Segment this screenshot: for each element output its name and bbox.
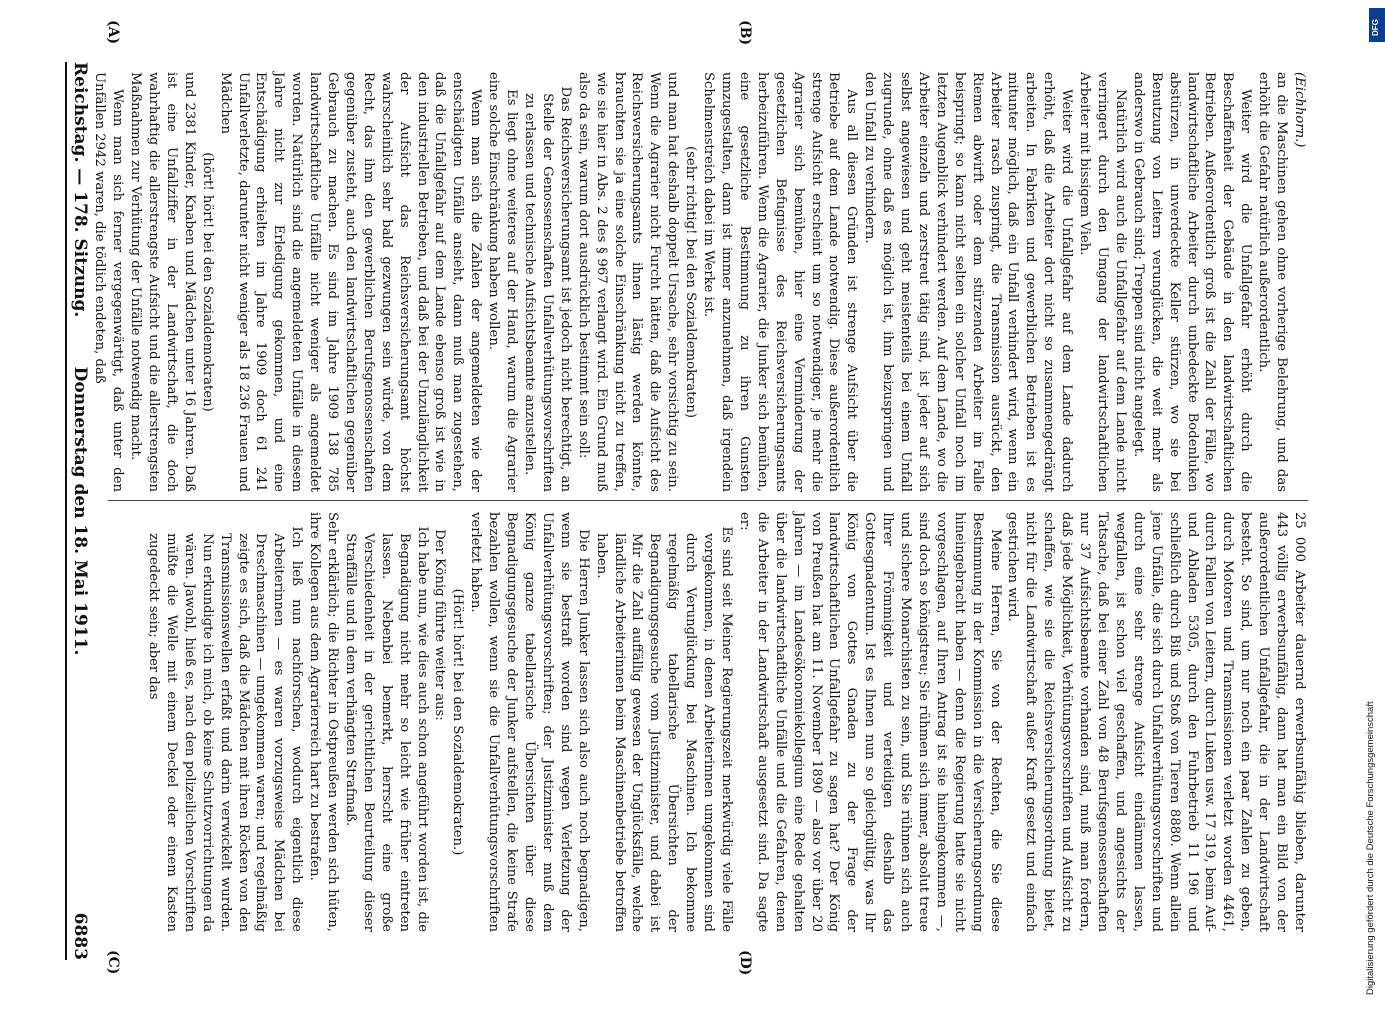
paragraph: Sehr erklärlich; die Richter in Ostpreußen werden sich hüten, ihre Kollegen aus dem Agrarierreich hart zu bestrafen. xyxy=(307,512,341,932)
paragraph: an die Maschinen gehen ohne vorherige Belehrung, und das erhöht die Gefahr natürlich außerordentlich. xyxy=(1256,72,1290,492)
paragraph: Natürlich wird auch die Unfallgefahr auf dem Lande nicht verringert durch den Umgang der landwirtschaftlichen Arbeiter mit bissigem Vieh. xyxy=(1077,72,1128,492)
quotation: Das Reichsversicherungsamt ist jedoch nicht berechtigt, an Stelle der Genossenschaften Unfallverhütungsvorschriften zu erlassen und technische Aufsichtsbeamte anzustellen. xyxy=(522,86,573,492)
paragraph: Der König führte weiter aus: xyxy=(432,529,448,721)
margin-marker-d: (D) xyxy=(737,950,753,976)
margin-marker-c: (C) xyxy=(105,950,121,975)
paragraph: Die Herren Junker lassen sich also auch noch begnadigen, wenn sie bestraft worden sind wegen Verletzung der Unfallverhütungsvorschriften; der Justizminister muß dem König ganze tabellarische Übersichten über diese Begnadigungsgesuche der Junker aufstellen, die keine Strafe bezahlen wollen, wenn sie die Unfallverhütungsvorschriften verletzt haben. xyxy=(468,512,591,932)
header-session: Reichstag. — 178. Sitzung. xyxy=(70,62,90,318)
interjection: (Hört! hört! bei den Sozialdemokraten.) xyxy=(450,588,466,856)
speaker-name: (Eichhorn.) xyxy=(1292,72,1307,148)
paragraph: Wenn man sich die Zahlen der angemeldeten wie der entschädigten Unfälle ansieht, dann muß man zugestehen, daß die Unfallgefahr auf dem Lande ebenso groß ist wie in den industriellen Betrieben, und daß bei der Unzulänglichkeit der Aufsicht das Reichsversicherungsamt höchst wahrscheinlich sehr bald gezwungen sein würde, von dem Recht, das ihm den gewerblichen Berufsgenossenschaften gegenüber zusteht, auch den landwirtschaftlichen gegenüber Gebrauch zu machen. Es sind im Jahre 1909 138 785 landwirtschaftliche Unfälle nicht weniger als angemeldet worden. Natürlich sind die angemeldeten Unfälle in diesem Jahre nicht zur Erledigung gekommen, und eine Entschädigung erhielten im Jahre 1909 doch 61 241 Unfallverletzte, darunter nicht weniger als 18 236 Frauen und Mädchen xyxy=(217,72,484,492)
quotation: Es sind seit Meiner Regierungszeit merkwürdig viele Fälle vorgekommen, in denen Arbeiterinnen umgekommen sind durch Verunglückung bei Maschinen. Ich bekomme regelmäßig tabellarische Übersichten der Begnadigungsgesuche vom Justizminister, und dabei ist Mir die Zahl auffällig gewesen der Unglücksfälle, welche ländliche Arbeiterinnen beim Maschinenbetriebe betroffen haben. xyxy=(593,526,734,932)
left-text-column xyxy=(92,72,1308,492)
paragraph: Meine Herren, Sie von der Rechten, die Sie diese Bestimmung in der Kommission in die Versicherungsordnung hineingebracht haben — denn die Regierung hatte sie nicht vorgeschlagen, auf Ihren Antrag ist sie hineingekommen —, sind doch so königstreu; Sie rühmen sich immer, absolut treue und sichere Monarchisten zu sein, und Sie rühmen sich auch Ihrer Frömmigkeit und verteidigen deshalb das Gottesgnadentum. Ist es Ihnen nun so gleichgültig, was Ihr König von Gottes Gnaden zu der Frage der landwirtschaftlichen Unfallgefahr zu sagen hat? Der König von Preußen hat am 11. November 1890 — also vor über 20 Jahren — im Landesökonomiekollegium eine Rede gehalten über die landwirtschaftliche Unfälle und die Gefahren, denen die Arbeiter in der Landwirtschaft ausgesetzt sind. Da sagte er: xyxy=(736,512,1003,932)
paragraph: Weiter wird die Unfallgefahr erhöht durch die Beschaffenheit der Gebäude in den landwirtschaftlichen Betrieben. Außerordentlich groß ist die Zahl der Fälle, wo landwirtschaftliche Arbeiter durch unbedeckte Bodenluken abstürzen, in unverdeckte Keller stürzen, wo sie bei Benutzung von Leitern verunglücken, die weit mehr als anderswo in Gebrauch sind; Treppen sind nicht angelegt. xyxy=(1130,72,1254,492)
interjection: (hört! hört! bei den Sozialdemokraten) xyxy=(199,152,215,412)
quotation: Ich habe nun, wie dies auch schon angeführt worden ist, die Begnadigung nicht mehr so leicht wie früher eintreten lassen. Nebenbei bemerkt, herrscht eine große Verschiedenheit in der gerichtlichen Beurteilung dieser Straffälle und in dem verhängten Strafmaß. xyxy=(342,526,430,932)
paragraph: Es liegt ohne weiteres auf der Hand, warum die Agrarier eine solche Einschränkung haben wollen. xyxy=(486,72,520,492)
paragraph: und 2381 Kinder, Knaben und Mädchen unter 16 Jahren. Daß ist eine Unfallziffer in der Landwirtschaft, die doch wahrhaftig die allerstrengste Aufsicht und die allerstrengsten Maßnahmen zur Verhütung der Unfälle notwendig macht. xyxy=(128,72,197,492)
dfg-logo: DFG xyxy=(1369,8,1385,42)
right-text-column xyxy=(108,512,1308,932)
paragraph: Wenn man sich ferner vergegenwärtigt, daß unter den Unfällen 2942 waren, die tödlich endeten, daß xyxy=(92,72,126,492)
page-number: 6883 xyxy=(70,912,90,960)
header-date: Donnerstag den 18. Mai 1911. xyxy=(70,366,90,656)
paragraph: Weiter wird die Unfallgefahr auf dem Lande dadurch erhöht, daß die Arbeiter dort nicht so zusammengedrängt arbeiten. In Fabriken und gewerblichen Betrieben ist es mitunter möglich, daß ein Unfall verhindert wird, wenn ein Arbeiter rasch zuspringt, die Transmission ausrückt, den Riemen abwirft oder dem stürzenden Arbeiter im Falle beispringt; so kann nicht selten ein solcher Unfall noch im letzten Augenblick verhindert werden. Auf dem Lande, wo die Arbeiter einzeln und zerstreut tätig sind, ist jeder auf sich selbst angewiesen und geht meistenteils bei einem Unfall zugrunde, ohne daß es möglich ist, ihm beizuspringen und den Unfall zu verhindern. xyxy=(862,72,1075,492)
paragraph: 25 000 Arbeiter dauernd erwerbsunfähig blieben, darunter 443 völlig erwerbsunfähig, dann hat man ein Bild von der außerordentlichen Unfallgefahr, die in der Landwirtschaft besteht. So sind, um nur noch ein paar Zahlen zu geben, durch Motoren und Transmissionen verletzt worden 4461, durch Fallen von Leitern, durch Luken usw. 17 319, beim Auf- und Abladen 5305, durch den Fuhrbetrieb 11 196 und schließlich durch Biß und Stoß von Tieren 8880. Wenn allein jene Unfälle, die sich durch Unfallverhütungsvorschriften und durch eine sehr strenge Aufsicht eindämmen lassen, wegfallen, ist schon viel geschaffen, und angesichts der Tatsache, daß bei einer Zahl von 48 Berufsgenossenschaften nur 37 Aufsichtsbeamte vorhanden sind, muß man fordern, daß jede Möglichkeit, Verhütungsvorschriften und Aufsicht zu schaffen, wie sie die Reichsversicherungsordnung bietet, nicht für die Landwirtschaft außer Kraft gesetzt und einfach gestrichen wird. xyxy=(1005,512,1307,932)
quotation: Ich ließ nun nachforschen, wodurch eigentlich diese Arbeiterinnen — es waren vorzugsweise Mädchen bei Dreschmaschinen — umgekommen waren; und regelmäßig zeigte es sich, daß die Mädchen mit ihren Röcken von den Transmissionswellen erfaßt und darin verwickelt wurden. Nun erkundigte ich mich, ob keine Schutzvorrichtungen da wären. Jawohl, hieß es, nach den polizeilichen Vorschriften müßte die Welle mit einem Deckel oder einem Kasten zugedeckt sein; aber das xyxy=(146,526,305,932)
margin-marker-a: (A) xyxy=(105,20,121,45)
digitization-credit: Digitalisierung gefördert durch die Deutsche Forschungsgemeinschaft xyxy=(1365,701,1376,995)
interjection: (sehr richtig! bei den Sozialdemokraten) xyxy=(683,146,699,418)
paragraph: Aus all diesen Gründen ist strenge Aufsicht über die Betriebe auf dem Lande notwendig. Diese außerordentlich strenge Aufsicht erscheint um so notwendiger, je mehr die Agrarier sich bemühen, hier eine Verminderung der gesetzlichen Befugnisse des Reichsversicherungsamts herbeizuführen. Wenn die Agrarier, die Junker sich bemühen, eine gesetzliche Bestimmung zu ihren Gunsten umzugestalten, dann ist immer anzunehmen, daß irgendein Schelmenstreich dabei im Werke ist. xyxy=(701,72,860,492)
paragraph: und man hat deshalb doppelt Ursache, sehr vorsichtig zu sein. Wenn die Agrarier nicht Furcht hätten, daß die Aufsicht des Reichsversicherungsamts ihnen lästig werden könnte, brauchten sie ja eine solche Einschränkung nicht zu treffen, wie sie hier in Abs. 2 des § 967 verlangt wird. Ein Grund muß also da sein, warum dort ausdrücklich bestimmt sein soll: xyxy=(575,72,681,492)
column-divider xyxy=(108,500,1308,501)
margin-marker-b: (B) xyxy=(737,20,753,46)
